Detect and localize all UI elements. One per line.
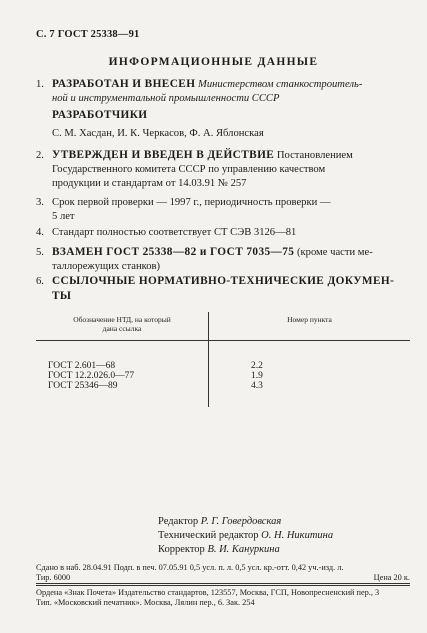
editor-name: О. Н. Никитина [261, 530, 334, 541]
price: Цена 20 к. [373, 572, 410, 582]
table-row [36, 341, 410, 372]
doc-cell: ГОСТ 25346—89 [36, 381, 209, 407]
table-row [36, 381, 410, 407]
editor-name: В. И. Кануркина [207, 544, 280, 555]
item-2 [36, 148, 410, 191]
item-4 [36, 226, 410, 240]
page-header: С. 7 ГОСТ 25338—91 [36, 29, 140, 40]
editor-row [158, 529, 333, 543]
item-heading: УТВЕРЖДЕН И ВВЕДЕН В ДЕЙСТВИЕ [52, 149, 275, 161]
item-5 [36, 245, 410, 274]
developers-heading: РАЗРАБОТЧИКИ [52, 109, 148, 121]
item-1 [36, 77, 410, 106]
item-text: Государственного комитета СССР по управлению качеством [52, 164, 326, 175]
item-3 [36, 196, 410, 224]
item-text: Срок первой проверки — 1997 г., периодичность проверки — [52, 197, 331, 208]
printer-line: Тип. «Московский печатник». Москва, Лялин пер., 6. Зак. 254 [36, 597, 255, 607]
editor-row [158, 543, 333, 557]
editors-block [158, 515, 333, 557]
table-row [36, 371, 410, 381]
clause-cell: 4.3 [251, 381, 263, 391]
editor-role: Корректор [158, 544, 208, 555]
publisher-line: Ордена «Знак Почета» Издательство стандартов, 123557, Москва, ГСП, Новопресненский пер., 3 [36, 588, 380, 597]
item-heading: ТЫ [52, 290, 72, 302]
print-info [36, 563, 410, 582]
item-heading: ВЗАМЕН ГОСТ 25338—82 и ГОСТ 7035—75 [52, 246, 295, 258]
item-text: ной и инструментальной промышленности СССР [52, 93, 280, 104]
print-info-line [36, 573, 410, 583]
item-text: 5 лет [52, 211, 75, 222]
print-info-line: Сдано в наб. 28.04.91 Подп. в печ. 07.05.91 0,5 усл. п. л. 0,5 усл. кр.-отт. 0,42 уч.-изд. л. [36, 563, 344, 572]
item-text: Стандарт полностью соответствует СТ СЭВ 3126—81 [52, 227, 297, 238]
divider [36, 583, 410, 584]
item-6 [36, 274, 410, 303]
doc-cell: ГОСТ 12.2.026.0—77 [36, 371, 209, 381]
col-header-text: дана ссылка [102, 324, 142, 333]
item-number: 4. [36, 227, 44, 238]
developers-names: С. М. Хасдан, И. К. Черкасов, Ф. А. Яблонская [52, 128, 264, 139]
col-header-clause: Номер пункта [209, 312, 411, 341]
col-header-text: Обозначение НТД, на который [73, 315, 171, 324]
item-number: 6. [36, 276, 44, 287]
item-number: 1. [36, 79, 44, 90]
col-header-document [36, 312, 209, 341]
item-heading: ССЫЛОЧНЫЕ НОРМАТИВНО-ТЕХНИЧЕСКИЕ ДОКУМЕН- [52, 275, 395, 287]
clause-cell: 2.2 [251, 361, 263, 371]
item-number: 2. [36, 150, 44, 161]
section-title: ИНФОРМАЦИОННЫЕ ДАННЫЕ [108, 56, 319, 68]
item-text: таллорежущих станков) [52, 261, 161, 272]
editor-name: Р. Г. Говердовская [200, 516, 282, 527]
item-heading: РАЗРАБОТАН И ВНЕСЕН [52, 78, 196, 90]
item-text: Постановлением [274, 150, 353, 161]
item-text: (кроме части ме- [294, 247, 373, 258]
doc-cell: ГОСТ 2.601—68 [36, 341, 209, 372]
clause-cell: 1.9 [251, 371, 263, 381]
item-number: 5. [36, 247, 44, 258]
references-table [36, 312, 410, 407]
editor-role: Технический редактор [158, 530, 262, 541]
editor-role: Редактор [158, 516, 201, 527]
publisher-footer [36, 588, 379, 607]
divider [36, 585, 410, 586]
editor-row [158, 515, 333, 529]
item-text: Министерством станкостроитель- [195, 79, 363, 90]
item-number: 3. [36, 197, 44, 208]
print-run: Тир. 6000 [36, 572, 71, 582]
item-text: продукции и стандартам от 14.03.91 № 257 [52, 178, 247, 189]
